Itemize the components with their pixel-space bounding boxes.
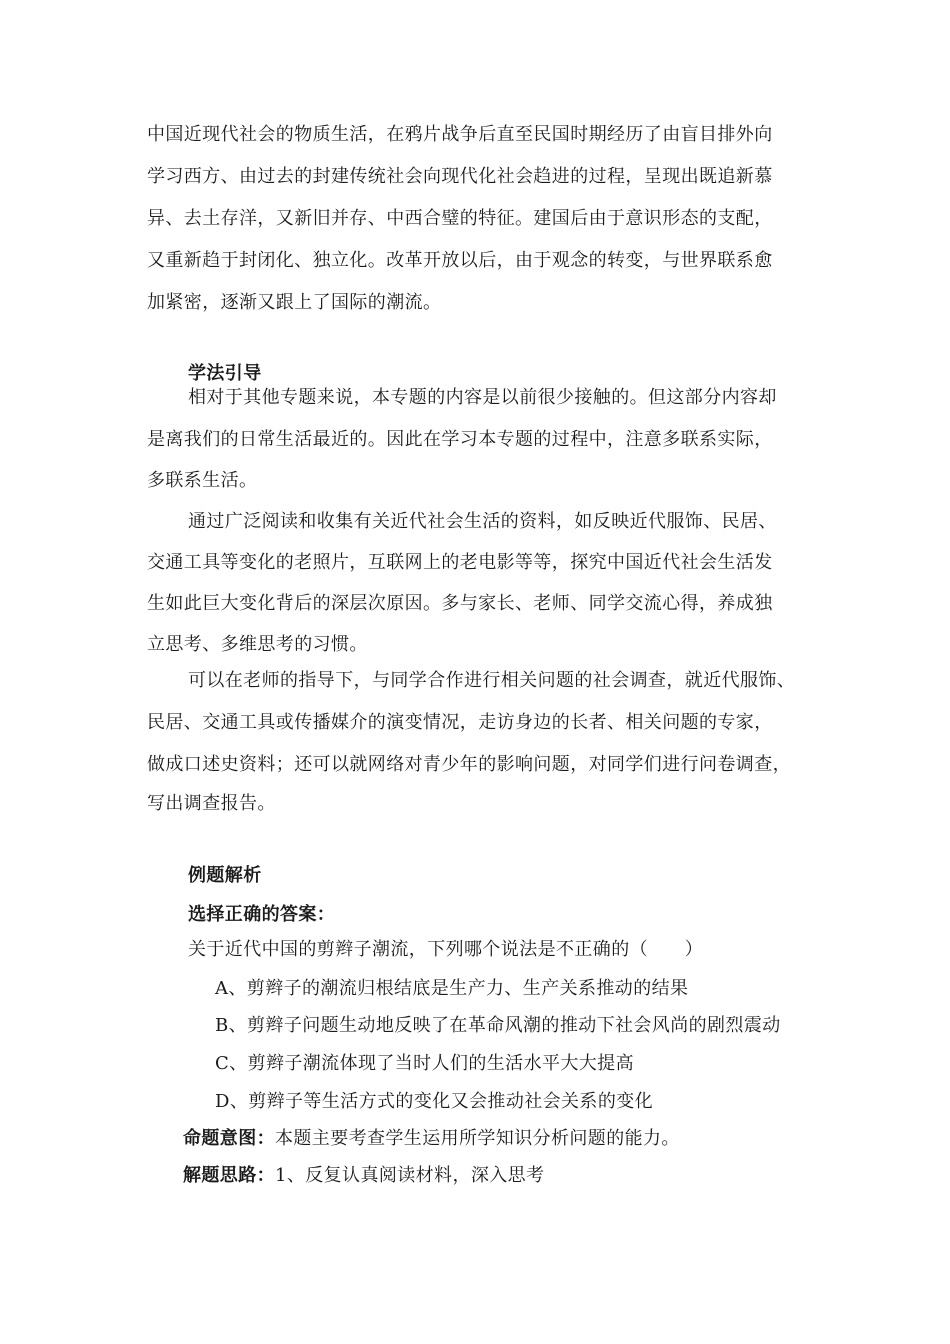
option-d: D、剪辫子等生活方式的变化又会推动社会关系的变化	[215, 1091, 654, 1112]
example-question: 关于近代中国的剪辫子潮流，下列哪个说法是不正确的（ ）	[188, 939, 704, 960]
method-p3-line-2: 民居、交通工具或传播媒介的演变情况，走访身边的长者、相关问题的专家，	[147, 712, 773, 733]
intro-line-1: 中国近现代社会的物质生活，在鸦片战争后直至民国时期经历了由盲目排外向	[147, 124, 773, 145]
intent-line	[183, 1127, 680, 1151]
option-a: A、剪辫子的潮流归根结底是生产力、生产关系推动的结果	[215, 978, 689, 999]
method-p2-line-4: 立思考、多维思考的习惯。	[147, 634, 368, 655]
approach-text: 1、反复认真阅读材料，深入思考	[275, 1165, 545, 1186]
example-subheading: 选择正确的答案：	[188, 904, 336, 925]
method-p3-line-1: 可以在老师的指导下，与同学合作进行相关问题的社会调查，就近代服饰、	[188, 670, 796, 691]
approach-label: 解题思路：	[183, 1165, 275, 1186]
example-heading: 例题解析	[188, 865, 262, 886]
method-heading: 学法引导	[188, 363, 262, 384]
method-p2-line-2: 交通工具等变化的老照片，互联网上的老电影等等，探究中国近代社会生活发	[147, 552, 773, 573]
method-p3-line-4: 写出调查报告。	[147, 793, 276, 814]
intro-line-5: 加紧密，逐渐又跟上了国际的潮流。	[147, 292, 442, 313]
method-p1-line-3: 多联系生活。	[147, 470, 258, 491]
intro-line-2: 学习西方、由过去的封建传统社会向现代化社会趋进的过程，呈现出既追新慕	[147, 166, 773, 187]
method-p2-line-3: 生如此巨大变化背后的深层次原因。多与家长、老师、同学交流心得，养成独	[147, 593, 773, 614]
method-p1-line-1: 相对于其他专题来说，本专题的内容是以前很少接触的。但这部分内容却	[188, 387, 777, 408]
intro-line-3: 异、去土存洋，又新旧并存、中西合璧的特征。建国后由于意识形态的支配，	[147, 208, 773, 229]
approach-line	[183, 1164, 544, 1188]
intent-label: 命题意图：	[183, 1128, 275, 1149]
method-p3-line-3: 做成口述史资料；还可以就网络对青少年的影响问题，对同学们进行问卷调查，	[147, 754, 791, 775]
option-c: C、剪辫子潮流体现了当时人们的生活水平大大提高	[215, 1053, 634, 1074]
intro-line-4: 又重新趋于封闭化、独立化。改革开放以后，由于观念的转变，与世界联系愈	[147, 250, 773, 271]
intent-text: 本题主要考查学生运用所学知识分析问题的能力。	[275, 1128, 680, 1149]
method-p1-line-2: 是离我们的日常生活最近的。因此在学习本专题的过程中，注意多联系实际，	[147, 429, 773, 450]
method-p2-line-1: 通过广泛阅读和收集有关近代社会生活的资料，如反映近代服饰、民居、	[188, 511, 777, 532]
option-b: B、剪辫子问题生动地反映了在革命风潮的推动下社会风尚的剧烈震动	[215, 1015, 781, 1036]
